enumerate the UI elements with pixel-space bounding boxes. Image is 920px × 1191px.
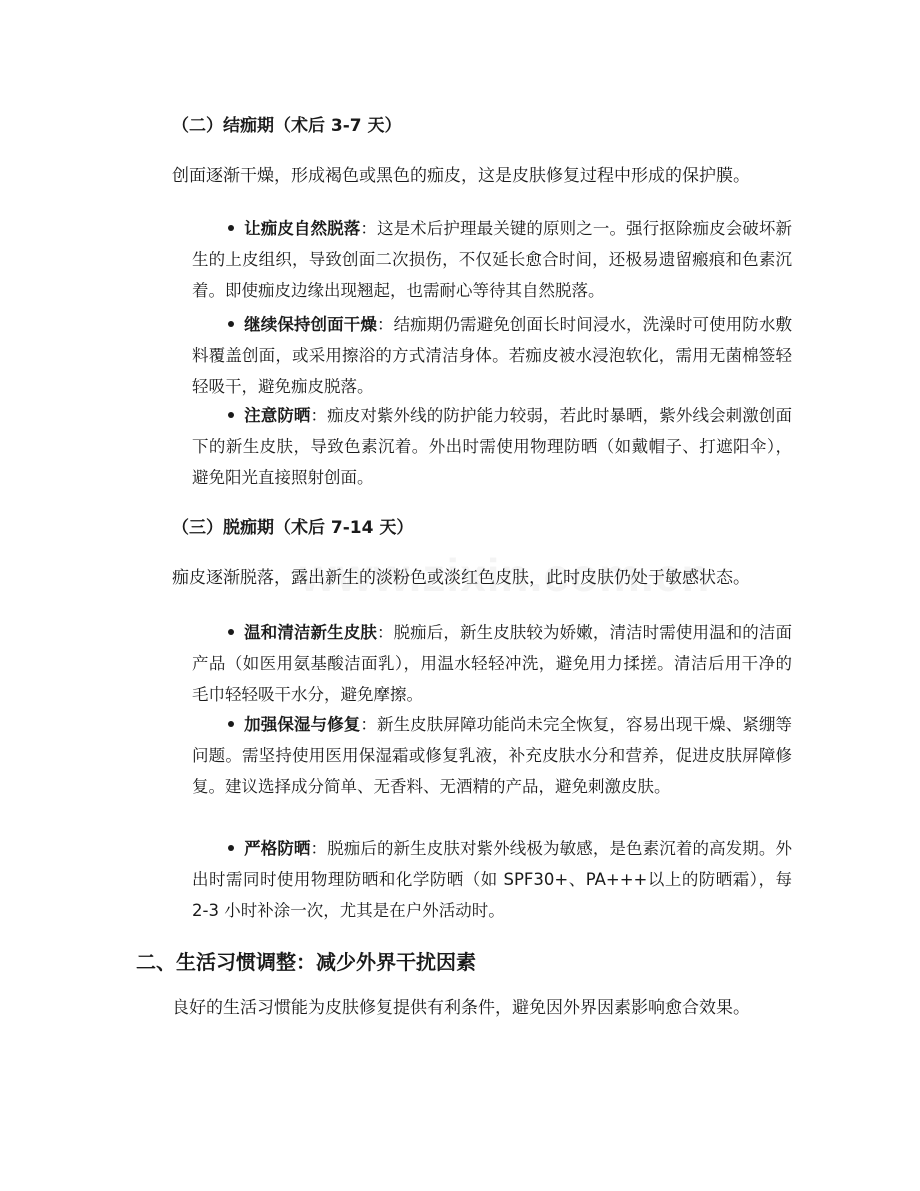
stage3-item-1 [192, 617, 792, 710]
bullet-icon [228, 225, 234, 231]
item-text: ：痂皮对紫外线的防护能力较弱，若此时暴晒，紫外线会刺激创面下的新生皮肤，导致色素沉着。外出时需使用物理防晒（如戴帽子、打遮阳伞），避免阳光直接照射创面。 [192, 406, 793, 487]
bullet-icon [228, 721, 234, 727]
stage2-item-3 [192, 400, 792, 493]
bullet-icon [228, 321, 234, 327]
item-text: ：脱痂后，新生皮肤较为娇嫩，清洁时需使用温和的洁面产品（如医用氨基酸洁面乳），用温水轻轻冲洗，避免用力揉搓。清洁后用干净的毛巾轻轻吸干水分，避免摩擦。 [192, 623, 793, 704]
item-title: 注意防晒 [244, 406, 311, 425]
item-text: ：脱痂后的新生皮肤对紫外线极为敏感，是色素沉着的高发期。外出时需同时使用物理防晒和化学防晒（如 SPF30+、PA+++以上的防晒霜），每 2-3 小时补涂一次，尤其是在户外活动时。 [192, 839, 793, 920]
stage3-item-3 [192, 833, 792, 926]
stage2-item-1 [192, 213, 792, 306]
item-title: 加强保湿与修复 [244, 715, 361, 734]
item-text: ：新生皮肤屏障功能尚未完全恢复，容易出现干燥、紧绷等问题。需坚持使用医用保湿霜或修复乳液，补充皮肤水分和营养，促进皮肤屏障修复。建议选择成分简单、无香料、无酒精的产品，避免刺激皮肤。 [192, 715, 793, 796]
bullet-icon [228, 629, 234, 635]
stage3-intro: 痂皮逐渐脱落，露出新生的淡粉色或淡红色皮肤，此时皮肤仍处于敏感状态。 [172, 568, 750, 588]
bullet-icon [228, 845, 234, 851]
stage3-heading: （三）脱痂期（术后 7-14 天） [172, 518, 414, 538]
stage3-item-2 [192, 709, 792, 802]
item-text: ：结痂期仍需避免创面长时间浸水，洗澡时可使用防水敷料覆盖创面，或采用擦浴的方式清洁身体。若痂皮被水浸泡软化，需用无菌棉签轻轻吸干，避免痂皮脱落。 [192, 315, 793, 396]
stage2-heading: （二）结痂期（术后 3-7 天） [172, 116, 402, 136]
stage2-item-2 [192, 309, 792, 402]
item-text: ：这是术后护理最关键的原则之一。强行抠除痂皮会破坏新生的上皮组织，导致创面二次损伤，不仅延长愈合时间，还极易遗留瘢痕和色素沉着。即使痂皮边缘出现翘起，也需耐心等待其自然脱落。 [192, 219, 793, 300]
item-title: 让痂皮自然脱落 [244, 219, 361, 238]
bullet-icon [228, 412, 234, 418]
item-title: 温和清洁新生皮肤 [244, 623, 377, 642]
item-title: 继续保持创面干燥 [244, 315, 377, 334]
stage2-intro: 创面逐渐干燥，形成褐色或黑色的痂皮，这是皮肤修复过程中形成的保护膜。 [172, 166, 750, 186]
item-title: 严格防晒 [244, 839, 311, 858]
section2-heading: 二、生活习惯调整：减少外界干扰因素 [136, 950, 476, 974]
section2-intro: 良好的生活习惯能为皮肤修复提供有利条件，避免因外界因素影响愈合效果。 [172, 998, 750, 1018]
